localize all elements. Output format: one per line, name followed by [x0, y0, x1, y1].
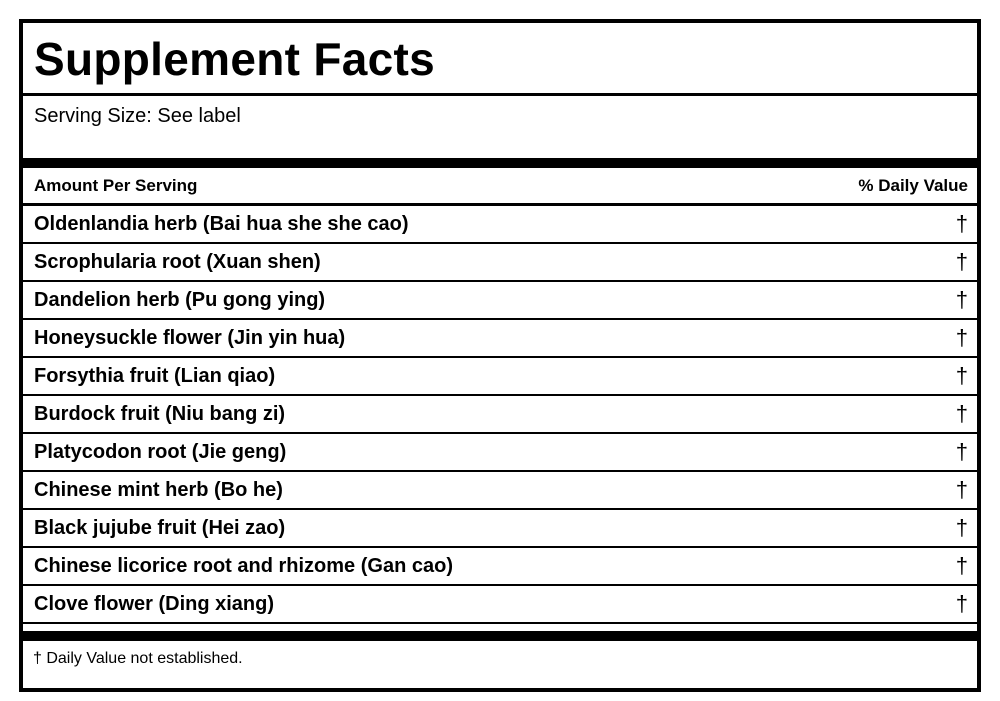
ingredient-row	[23, 320, 977, 358]
serving-size: Serving Size: See label	[23, 96, 977, 168]
ingredient-name: Black jujube fruit (Hei zao)	[34, 516, 286, 539]
daily-value-dagger: †	[955, 401, 968, 426]
daily-value-dagger: †	[955, 363, 968, 388]
ingredient-name: Chinese licorice root and rhizome (Gan cao)	[34, 554, 453, 577]
daily-value-dagger: †	[955, 477, 968, 502]
ingredient-row	[23, 396, 977, 434]
ingredient-name: Clove flower (Ding xiang)	[34, 592, 275, 615]
daily-value-dagger: †	[955, 249, 968, 274]
daily-value-dagger: †	[955, 515, 968, 540]
ingredient-name: Dandelion herb (Pu gong ying)	[34, 288, 326, 311]
panel-title: Supplement Facts	[34, 33, 435, 85]
ingredient-name: Burdock fruit (Niu bang zi)	[34, 402, 286, 425]
ingredient-row	[23, 244, 977, 282]
ingredient-row	[23, 472, 977, 510]
footnote: † Daily Value not established.	[33, 650, 243, 667]
daily-value-dagger: †	[955, 287, 968, 312]
daily-value-dagger: †	[955, 439, 968, 464]
supplement-facts-panel	[19, 19, 981, 692]
ingredient-row	[23, 510, 977, 548]
daily-value-dagger: †	[955, 211, 968, 236]
ingredient-row	[23, 586, 977, 624]
ingredient-name: Platycodon root (Jie geng)	[34, 440, 287, 463]
column-header	[23, 168, 977, 206]
ingredient-row	[23, 282, 977, 320]
daily-value-header: % Daily Value	[858, 175, 968, 195]
title-section	[23, 23, 977, 96]
daily-value-dagger: †	[955, 553, 968, 578]
daily-value-dagger: †	[955, 591, 968, 616]
ingredient-row	[23, 434, 977, 472]
ingredient-name: Oldenlandia herb (Bai hua she she cao)	[34, 212, 409, 235]
ingredient-row	[23, 548, 977, 586]
ingredient-name: Chinese mint herb (Bo he)	[34, 478, 283, 501]
thick-divider	[23, 624, 977, 641]
ingredient-name: Forsythia fruit (Lian qiao)	[34, 364, 276, 387]
ingredient-row	[23, 206, 977, 244]
ingredient-row	[23, 358, 977, 396]
amount-per-serving-header: Amount Per Serving	[34, 175, 198, 195]
ingredient-name: Scrophularia root (Xuan shen)	[34, 250, 321, 273]
ingredient-name: Honeysuckle flower (Jin yin hua)	[34, 326, 346, 349]
daily-value-dagger: †	[955, 325, 968, 350]
